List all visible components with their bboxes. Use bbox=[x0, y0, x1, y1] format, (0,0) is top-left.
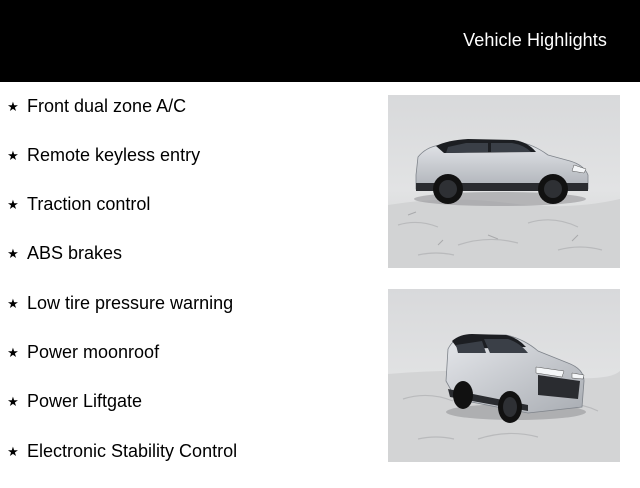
star-icon: ★ bbox=[7, 443, 19, 459]
feature-label: Power moonroof bbox=[27, 341, 160, 362]
feature-item bbox=[6, 94, 237, 118]
feature-item bbox=[6, 242, 237, 266]
star-icon: ★ bbox=[7, 98, 19, 114]
star-icon: ★ bbox=[7, 295, 19, 311]
feature-label: Front dual zone A/C bbox=[27, 95, 187, 116]
header-bar bbox=[0, 0, 640, 82]
feature-label: Power Liftgate bbox=[27, 391, 143, 412]
feature-item bbox=[6, 390, 237, 414]
star-icon: ★ bbox=[7, 197, 19, 213]
feature-label: Remote keyless entry bbox=[27, 144, 201, 165]
star-icon: ★ bbox=[7, 147, 19, 163]
feature-list bbox=[6, 94, 237, 488]
star-icon: ★ bbox=[7, 246, 19, 262]
feature-item bbox=[6, 291, 237, 315]
feature-label: Low tire pressure warning bbox=[27, 292, 234, 313]
feature-item bbox=[6, 439, 237, 463]
feature-label: Electronic Stability Control bbox=[27, 440, 238, 461]
feature-item bbox=[6, 340, 237, 364]
feature-item bbox=[6, 143, 237, 167]
star-icon: ★ bbox=[7, 344, 19, 360]
vehicle-photo-side bbox=[388, 95, 620, 268]
feature-item bbox=[6, 193, 237, 217]
feature-label: Traction control bbox=[27, 194, 151, 215]
page-title: Vehicle Highlights bbox=[463, 30, 607, 50]
star-icon: ★ bbox=[7, 394, 19, 410]
feature-label: ABS brakes bbox=[27, 243, 123, 264]
vehicle-photo-front bbox=[388, 289, 620, 462]
